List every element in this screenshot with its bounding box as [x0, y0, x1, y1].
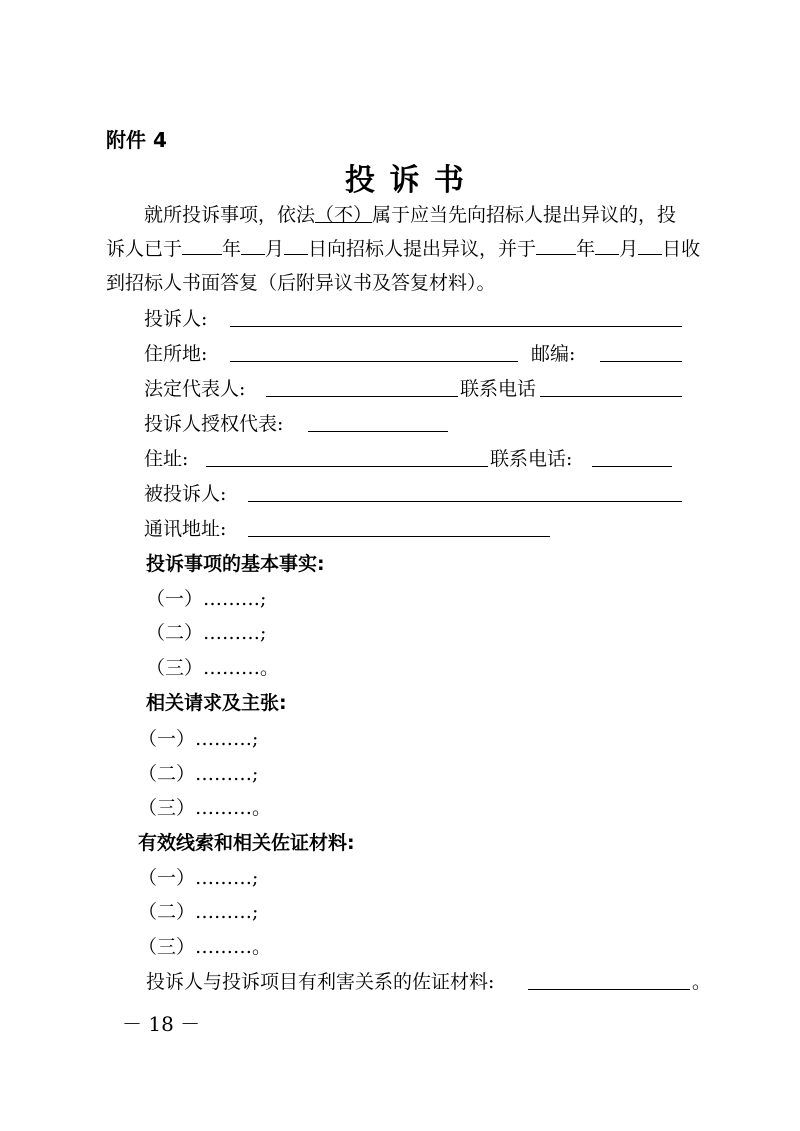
evidence-item: （二）………;	[138, 901, 259, 923]
legal-rep-label: 法定代表人:	[144, 378, 246, 400]
facts-title: 投诉事项的基本事实:	[146, 553, 325, 575]
intro-text: 属于应当先向招标人提出异议的，投	[372, 204, 677, 226]
year-label: 年	[222, 238, 242, 260]
attachment-label: 附件 4	[106, 128, 167, 152]
intro-text: 日收	[662, 238, 701, 260]
month-blank[interactable]	[241, 238, 265, 255]
claims-item: （一）………;	[138, 728, 259, 750]
postcode-label: 邮编:	[531, 343, 576, 365]
mail-address-field[interactable]	[248, 536, 550, 537]
address-label: 住所地:	[144, 343, 208, 365]
closing-period: 。	[692, 971, 712, 993]
evidence-title: 有效线索和相关佐证材料:	[138, 832, 355, 854]
intro-line-2	[106, 238, 700, 260]
year-label-2: 年	[576, 238, 596, 260]
authorized-rep-field[interactable]	[308, 431, 448, 432]
claims-item: （三）………。	[138, 797, 272, 819]
closing-label: 投诉人与投诉项目有利害关系的佐证材料:	[146, 971, 495, 993]
intro-not-option: （不）	[315, 204, 373, 226]
year-blank-2[interactable]	[536, 238, 576, 255]
intro-line-1	[144, 204, 676, 226]
month-label-2: 月	[619, 238, 639, 260]
evidence-item: （一）………;	[138, 867, 259, 889]
intro-text: 诉人已于	[106, 238, 183, 260]
facts-item: （一）………;	[146, 588, 267, 610]
authorized-rep-label: 投诉人授权代表:	[144, 413, 284, 435]
intro-line-3: 到招标人书面答复（后附异议书及答复材料）。	[106, 272, 496, 294]
facts-item: （二）………;	[146, 622, 267, 644]
complainant-label: 投诉人:	[144, 308, 208, 330]
rep-address-field[interactable]	[206, 466, 488, 467]
month-blank-2[interactable]	[595, 238, 619, 255]
intro-text: 就所投诉事项，依法	[144, 204, 316, 226]
evidence-item: （三）………。	[138, 936, 272, 958]
respondent-label: 被投诉人:	[144, 483, 227, 505]
complainant-field[interactable]	[230, 326, 682, 327]
phone-field[interactable]	[540, 396, 682, 397]
day-blank-2[interactable]	[638, 238, 662, 255]
legal-rep-field[interactable]	[266, 396, 458, 397]
document-title: 投 诉 书	[345, 163, 466, 198]
address-field[interactable]	[230, 361, 518, 362]
rep-phone-label: 联系电话:	[490, 448, 573, 470]
rep-address-label: 住址:	[144, 448, 189, 470]
facts-item: （三）………。	[146, 657, 280, 679]
intro-text: 日向招标人提出异议，并于	[308, 238, 537, 260]
postcode-field[interactable]	[600, 361, 682, 362]
phone-label: 联系电话	[460, 378, 537, 400]
year-blank[interactable]	[182, 238, 222, 255]
respondent-field[interactable]	[248, 501, 682, 502]
day-blank[interactable]	[284, 238, 308, 255]
claims-item: （二）………;	[138, 763, 259, 785]
closing-field[interactable]	[528, 989, 690, 990]
page-number: － 18 －	[122, 1012, 201, 1036]
month-label: 月	[265, 238, 285, 260]
mail-address-label: 通讯地址:	[144, 518, 227, 540]
rep-phone-field[interactable]	[592, 466, 672, 467]
claims-title: 相关请求及主张:	[146, 692, 287, 714]
